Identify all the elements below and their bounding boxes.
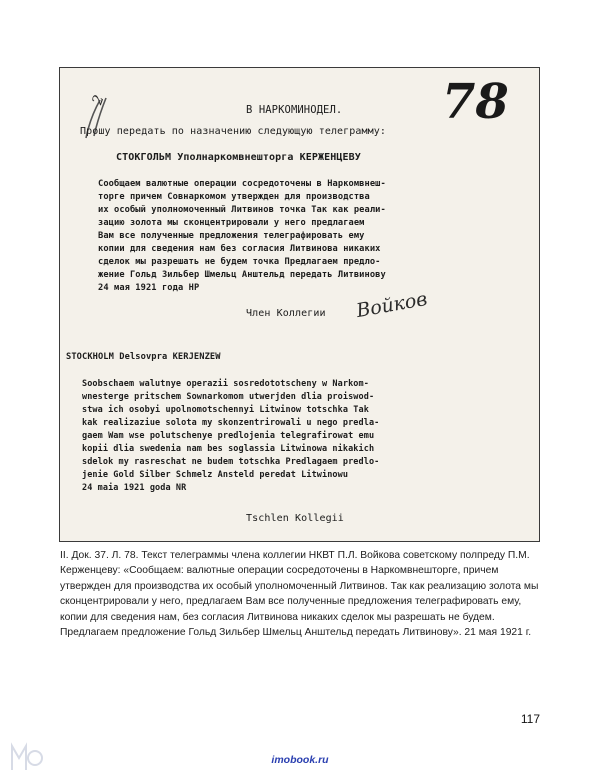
doc-line: Soobschaem walutnye operazii sosredototscheny w Narkom- bbox=[82, 379, 369, 389]
doc-line: kak realizaziue solota my skonzentrirowali u nego predla- bbox=[82, 418, 380, 428]
figure-caption: II. Док. 37. Л. 78. Текст телеграммы члена коллегии НКВТ П.Л. Войкова советскому полпреду П.М. Керженцеву: «Сообщаем: валютные операции сосредоточены в Наркомвнешторге, причем утвержден для производства их особый уполномоченный Литвинов. Так как реализацию золота мы сконцентрировали у него, предлагаем Вам все полученные предложения телеграфировать ему, копии для сведения нам, без согласия Литвинова никаких сделок мы разрешать не будем. Предлагаем предложение Гольд Зильбер Шмельц Анштельд передать Литвинову». 21 мая 1921 г. bbox=[60, 550, 539, 639]
doc-line: их особый уполномоченный Литвинов точка Так как реали- bbox=[98, 205, 386, 215]
page-number: 117 bbox=[520, 712, 540, 726]
doc-signoff-latin: Tschlen Kollegii bbox=[246, 513, 344, 524]
doc-line-recipient: СТОКГОЛЬМ Уполнаркомвнешторга КЕРЖЕНЦЕВУ bbox=[116, 152, 361, 163]
doc-line-latin-recipient: STOCKHOLM Delsovpra KERJENZEW bbox=[66, 352, 221, 362]
doc-line: Сообщаем валютные операции сосредоточены в Наркомвнеш- bbox=[98, 179, 386, 189]
doc-line: торге причем Совнаркомом утвержден для производства bbox=[98, 192, 370, 202]
doc-line: 24 мая 1921 года НР bbox=[98, 283, 200, 293]
doc-line: Вам все полученные предложения телеграфировать ему bbox=[98, 231, 365, 241]
doc-line: stwa ich osobyi upolnomotschennyi Litwinow totschka Tak bbox=[82, 405, 369, 415]
handwritten-page-mark: 78 bbox=[442, 74, 509, 130]
margin-note: 2 bbox=[89, 93, 108, 107]
doc-line: жение Гольд Зильбер Шмельц Анштельд передать Литвинову bbox=[98, 270, 386, 280]
doc-line: 24 maia 1921 goda NR bbox=[82, 483, 187, 493]
doc-line-request: Прошу передать по назначению следующую телеграмму: bbox=[80, 126, 387, 137]
doc-line: kopii dlia swedenia nam bes soglassia Litwinowa nikakich bbox=[82, 444, 375, 454]
doc-signoff: Член Коллегии bbox=[246, 308, 326, 319]
doc-line: jenie Gold Silber Schmelz Ansteld peredat Litwinowu bbox=[82, 470, 349, 480]
signature: Войков bbox=[354, 287, 429, 323]
footer-site-link[interactable]: imobook.ru bbox=[271, 754, 329, 766]
doc-line: gaem Wam wse polutschenye predlojenia telegrafirowat emu bbox=[82, 431, 375, 441]
doc-line: зацию золота мы сконцентрировали у него предлагаем bbox=[98, 218, 365, 228]
doc-line: копии для сведения нам без согласия Литвинова никаких bbox=[98, 244, 381, 254]
doc-line: sdelok my rasreschat ne budem totschka Predlagaem predlo- bbox=[82, 457, 380, 467]
archival-document-photo bbox=[59, 67, 540, 542]
doc-line: wnesterge pritschem Sownarkomom utwerjden dlia proiswod- bbox=[82, 392, 375, 402]
doc-line-addressee: В НАРКОМИНОДЕЛ. bbox=[246, 104, 343, 116]
doc-line: сделок мы разрешать не будем точка Предлагаем предло- bbox=[98, 257, 381, 267]
